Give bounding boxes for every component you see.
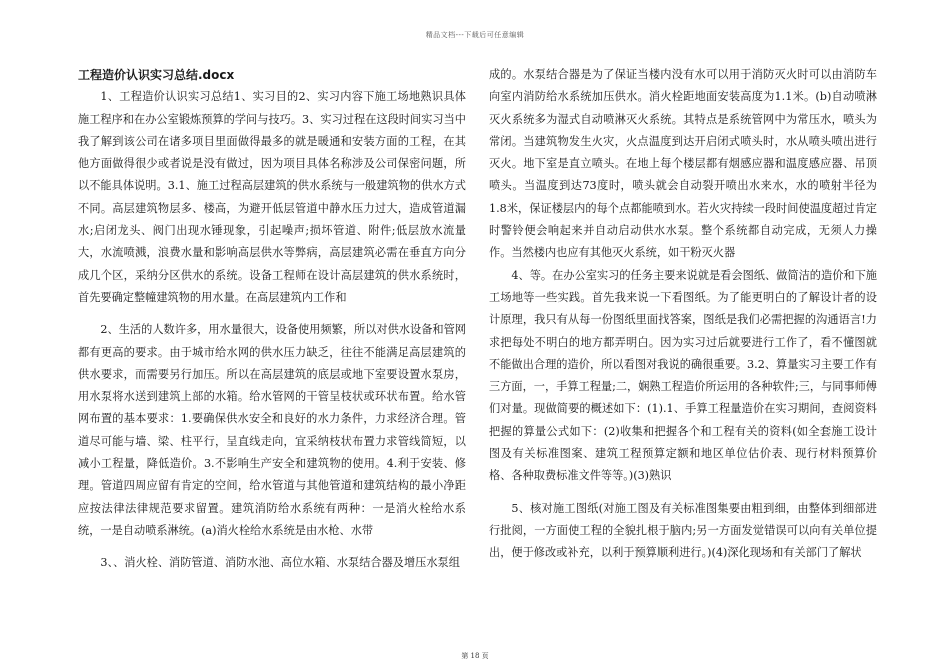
document-title: 工程造价认识实习总结.docx [78,68,235,82]
right-column [489,64,877,565]
paragraph: 5、核对施工图纸(对施工图及有关标准图集要由粗到细，由整体到细部进行批阅，一方面使工程的全貌扎根于脑内;另一方面发觉错误可以向有关单位提出，便于修改或补充，以利于预算顺利进行。)(4)深化现场和有关部门了解状 [489,501,877,560]
page-header: 精品文档---下载后可任意编辑 [425,31,525,39]
paragraph: 1、工程造价认识实习总结1、实习目的2、实习内容下施工场地熟识具体施工程序和在办公室锻炼预算的学问与技巧。3、实习过程在这段时间实习当中我了解到该公司在诸多项目里面做得最多的就是暖通和安装方面的工程，在其他方面做得很少或者说是没有做过，因为项目具体名称涉及公司保密问题，所以不能具体说明。3.1、施工过程高层建筑的供水系统与一般建筑物的供水方式不同。高层建筑物层多、楼高，为避开低层管道中静水压力过大，造成管道漏水;启闭龙头、阀门出现水锤现象，引起噪声;损坏管道、附件;低层放水流量大，水流喷溅，浪费水量和影响高层供水等弊病，高层建筑必需在垂直方向分成几个区，采纳分区供水的系统。设备工程师在设计高层建筑的供水系统时，首先要确定整幢建筑物的用水量。在高层建筑内工作和 [78,90,466,304]
left-column [78,64,466,575]
paragraph: 3、、消火栓、消防管道、消防水池、高位水箱、水泵结合器及增压水泵组 [100,556,460,570]
paragraph: 成的。水泵结合器是为了保证当楼内没有水可以用于消防灭火时可以由消防车向室内消防给水系统加压供水。消火栓距地面安装高度为1.1米。(b)自动喷淋灭火系统多为湿式自动喷淋灭火系统。其特点是系统管网中为常压水，喷头为常闭。当建筑物发生火灾，火点温度到达开启闭式喷头时，水从喷头喷出进行灭火。地下室是直立喷头。在地上每个楼层都有烟感应器和温度感应器、吊顶喷头。当温度到达73度时，喷头就会自动裂开喷出水来水，水的喷射半径为1.8米，保证楼层内的每个点都能喷到水。若火灾持续一段时间使温度超过肯定时警铃便会响起来并自动启动供水水泵。整个系统都自动完成，无须人力操作。当然楼内也应有其他灭火系统，如干粉灭火器 [489,68,877,260]
paragraph: 2、生活的人数许多，用水量很大，设备使用频繁，所以对供水设备和管网都有更高的要求。由于城市给水网的供水压力缺乏，往往不能满足高层建筑的供水要求，而需要另行加压。所以在高层建筑的底层或地下室要设置水泵房，用水泵将水送到建筑上部的水箱。给水管网的干管呈枝状或环状布置。给水管网布置的基本要求：1.要确保供水安全和良好的水力条件，力求经济合理。管道尽可能与墙、梁、柱平行，呈直线走向，宜采纳枝状布置力求管线简短，以减小工程量，降低造价。3.不影响生产安全和建筑物的使用。4.利于安装、修理。管道四周应留有肯定的空间，给水管道与其他管道和建筑结构的最小净距应按法律法律规范要求留置。建筑消防给水系统有两种：一是消火栓给水系统，一是自动喷系淋统。(a)消火栓给水系统是由水枪、水带 [78,323,466,537]
paragraph: 4、等。在办公室实习的任务主要来说就是看会图纸、做简洁的造价和下施工场地等一些实践。首先我来说一下看图纸。为了能更明白的了解设计者的设计原理，我只有从每一份图纸里面找答案，图纸是我们必需把握的沟通语言!力求把每处不明白的地方都弄明白。因为实习过后就要进行工作了，看不懂图就不能做出合理的造价，所以看图对我说的确很重要。3.2、算量实习主要工作有三方面，一，手算工程量;二，娴熟工程造价所运用的各种软件;三，与同事师傅们对量。现做简要的概述如下：(1).1、手算工程量造价在实习期间，查阅资料把握的算量公式如下：(2)收集和把握各个和工程有关的资料(如全套施工设计图及有关标准图案、建筑工程预算定额和地区单位估价表、现行材料预算价格、各种取费标准文件等等。)(3)熟识 [489,268,877,483]
page-footer: 第 18 页 [461,652,489,660]
